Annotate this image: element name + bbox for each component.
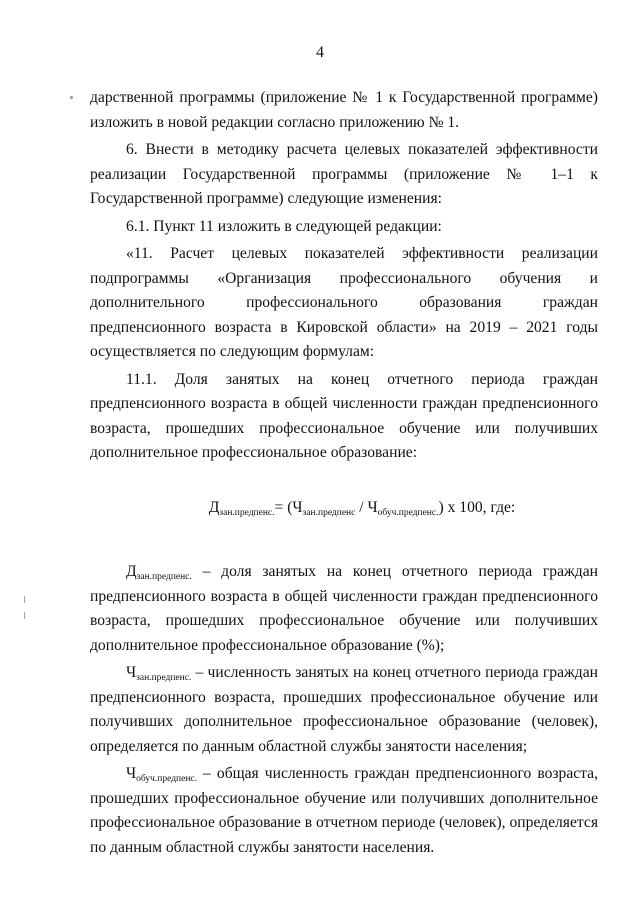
paragraph-item-11-1: 11.1. Доля занятых на конец отчетного периода граждан предпенсионного возраста в общей численности граждан предпенсионного возраста, прошедших профессиональное обучение или получивших дополнительное профессиональное образование: [90,370,598,461]
definition-subscript: зан.предпенс. [136,673,192,683]
paragraph-item-6: 6. Внести в методику расчета целевых показателей эффективности реализации Государственной программы (приложение № 1–1 к Государственной программе) следующие изменения: [90,141,598,207]
definition-ch-employed [90,661,598,759]
document-body [90,86,598,863]
paragraph-item-6-1: 6.1. Пункт 11 изложить в следующей редакции: [126,217,442,235]
definition-symbol: Ч [126,664,137,681]
page-number: 4 [316,44,324,61]
scan-mark [24,612,25,619]
formula-d: Д [208,498,220,516]
formula-slash: / Ч [355,498,378,516]
scan-mark [24,596,25,603]
definition-subscript: зан.предпенс. [136,572,192,582]
formula-d-subscript: зан.предпенс. [219,507,275,518]
scan-speck [70,96,73,99]
formula-tail: ) х 100, где: [438,498,516,516]
definition-ch-trained [90,762,598,860]
definition-subscript: обуч.предпенс. [136,774,197,784]
formula [90,496,598,521]
definition-text: – доля занятых на конец отчетного периода граждан предпенсионного возраста в общей численности граждан предпенсионного возраста, прошедших профессиональное обучение или получивших дополнительное профессиональное образование (%); [90,563,598,654]
paragraph-continuation: дарственной программы (приложение № 1 к Государственной программе) изложить в новой редакции согласно приложению № 1. [90,89,598,131]
formula-ch2-subscript: обуч.предпенс. [377,507,439,518]
definition-symbol: Ч [126,765,137,782]
definition-text: – общая численность граждан предпенсионного возраста, прошедших профессиональное обучение или получивших дополнительное профессиональное образование в отчетном периоде (человек), определяется по данным областной службы занятости населения. [90,765,598,856]
definition-symbol: Д [126,563,137,580]
definition-text: – численность занятых на конец отчетного периода граждан предпенсионного возраста, прошедших профессиональное обучение или получивших дополнительное профессиональное образование (человек), определяется по данным областной службы занятости населения; [90,664,598,755]
paragraph-item-11: «11. Расчет целевых показателей эффективности реализации подпрограммы «Организация профессионального обучения и дополнительного профессионального образования граждан предпенсионного возраста в Кировской области» на 2019 – 2021 годы осуществляется по следующим формулам: [90,245,598,360]
formula-ch1-subscript: зан.предпенс [302,507,356,518]
formula-equals-open: = (Ч [274,498,303,516]
definition-d [90,560,598,658]
